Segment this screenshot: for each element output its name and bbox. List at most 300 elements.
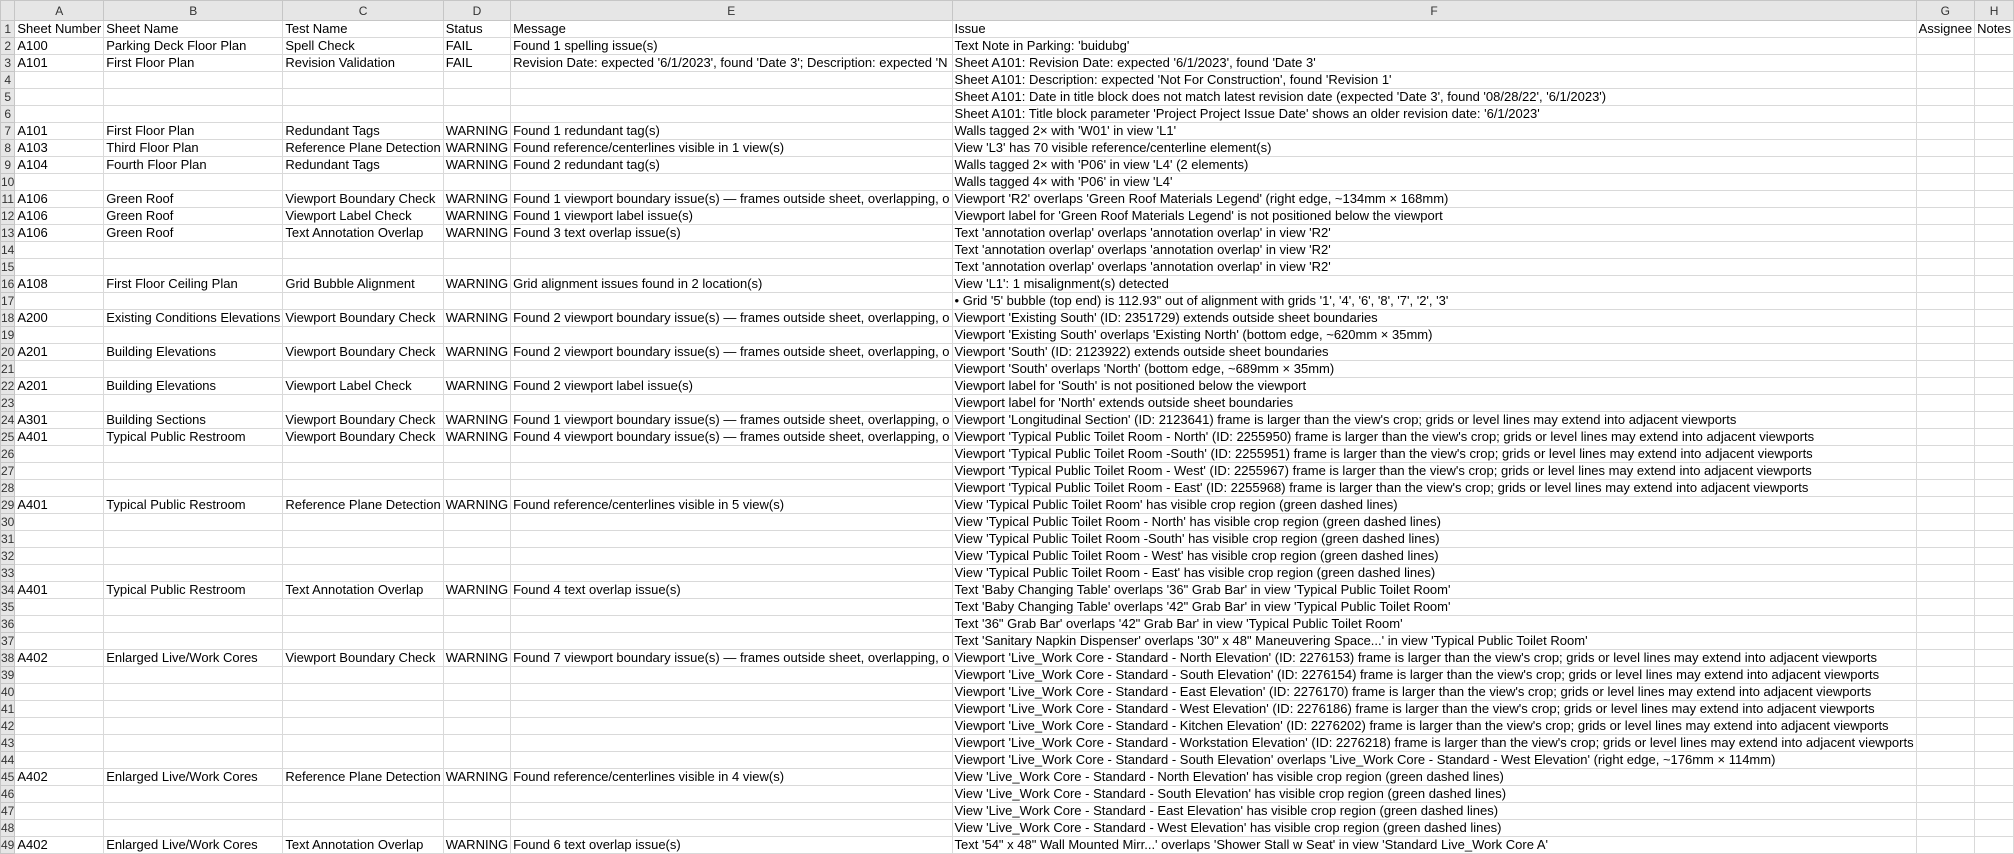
row-number[interactable]: 30 [1,515,15,529]
table-cell[interactable]: A402 [15,769,104,786]
table-cell[interactable] [511,803,952,820]
table-cell[interactable] [1975,327,2014,344]
table-cell[interactable] [15,395,104,412]
table-cell[interactable]: WARNING [443,191,510,208]
table-cell[interactable]: Existing Conditions Elevations [104,310,283,327]
table-cell[interactable] [15,446,104,463]
table-cell[interactable] [104,446,283,463]
table-cell[interactable] [283,327,443,344]
row-number[interactable]: 35 [1,600,15,614]
table-cell[interactable] [443,72,510,89]
table-cell[interactable] [1975,684,2014,701]
table-cell[interactable] [1975,412,2014,429]
row-number[interactable]: 14 [1,243,15,257]
table-cell[interactable]: Found 2 viewport boundary issue(s) — frames outside sheet, overlapping, o [511,310,952,327]
row-number[interactable]: 40 [1,685,15,699]
table-cell[interactable]: Found 2 viewport label issue(s) [511,378,952,395]
table-cell[interactable] [1975,225,2014,242]
table-cell[interactable] [511,633,952,650]
table-cell[interactable]: View 'Typical Public Toilet Room - North' has visible crop region (green dashed lines) [952,514,1916,531]
row-number[interactable]: 34 [1,583,15,597]
table-cell[interactable] [1916,191,1974,208]
table-cell[interactable]: A401 [15,582,104,599]
table-cell[interactable] [511,531,952,548]
table-cell[interactable]: View 'Typical Public Toilet Room -South' has visible crop region (green dashed lines) [952,531,1916,548]
row-number[interactable]: 18 [1,311,15,325]
row-number[interactable]: 19 [1,328,15,342]
table-cell[interactable]: Viewport Boundary Check [283,429,443,446]
table-cell[interactable] [443,480,510,497]
row-number[interactable]: 10 [1,175,15,189]
table-cell[interactable] [511,89,952,106]
table-cell[interactable] [1916,208,1974,225]
table-cell[interactable] [15,72,104,89]
row-number[interactable]: 11 [1,192,14,206]
table-cell[interactable]: Found 1 redundant tag(s) [511,123,952,140]
table-cell[interactable]: Viewport 'Live_Work Core - Standard - Workstation Elevation' (ID: 2276218) frame is larger than the view's crop; grids or level lines may extend into adjacent viewports [952,735,1916,752]
table-cell[interactable] [283,463,443,480]
table-cell[interactable] [15,786,104,803]
table-cell[interactable] [511,259,952,276]
table-cell[interactable]: WARNING [443,344,510,361]
table-cell[interactable]: WARNING [443,310,510,327]
row-number[interactable]: 17 [1,294,15,308]
table-cell[interactable] [15,616,104,633]
table-cell[interactable]: WARNING [443,429,510,446]
table-cell[interactable] [1916,55,1974,72]
table-cell[interactable]: Walls tagged 2× with 'W01' in view 'L1' [952,123,1916,140]
table-cell[interactable]: A401 [15,429,104,446]
table-cell[interactable]: A106 [15,225,104,242]
table-cell[interactable] [15,718,104,735]
table-cell[interactable]: A401 [15,497,104,514]
header-cell[interactable]: Sheet Number [15,21,104,38]
row-number[interactable]: 44 [1,753,15,767]
table-cell[interactable] [443,361,510,378]
table-cell[interactable] [1975,616,2014,633]
table-cell[interactable]: Found 1 viewport label issue(s) [511,208,952,225]
table-cell[interactable]: Enlarged Live/Work Cores [104,837,283,854]
table-cell[interactable] [1975,633,2014,650]
table-cell[interactable] [511,701,952,718]
table-cell[interactable] [1975,837,2014,854]
row-number[interactable]: 32 [1,549,15,563]
row-number[interactable]: 26 [1,447,15,461]
table-cell[interactable] [1975,310,2014,327]
row-number[interactable]: 1 [1,21,15,38]
table-cell[interactable] [104,599,283,616]
table-cell[interactable] [283,752,443,769]
table-cell[interactable] [1975,208,2014,225]
table-cell[interactable] [104,786,283,803]
table-cell[interactable]: Green Roof [104,191,283,208]
table-cell[interactable] [104,293,283,310]
table-cell[interactable] [1975,514,2014,531]
table-cell[interactable] [15,565,104,582]
table-cell[interactable] [1916,174,1974,191]
table-cell[interactable] [1916,446,1974,463]
table-cell[interactable] [1975,89,2014,106]
table-cell[interactable] [15,820,104,837]
header-cell[interactable]: Message [511,21,952,38]
table-cell[interactable] [104,327,283,344]
table-cell[interactable] [443,667,510,684]
table-cell[interactable] [1916,412,1974,429]
table-cell[interactable]: Found reference/centerlines visible in 4 view(s) [511,769,952,786]
table-cell[interactable]: A106 [15,208,104,225]
table-cell[interactable] [1975,531,2014,548]
table-cell[interactable] [15,752,104,769]
row-number[interactable]: 41 [1,702,15,716]
table-cell[interactable]: Viewport 'Typical Public Toilet Room - East' (ID: 2255968) frame is larger than the view's crop; grids or level lines may extend into adjacent viewports [952,480,1916,497]
table-cell[interactable]: Viewport label for 'Green Roof Materials Legend' is not positioned below the viewport [952,208,1916,225]
row-number[interactable]: 13 [1,226,15,240]
table-cell[interactable]: First Floor Plan [104,123,283,140]
table-cell[interactable] [1975,565,2014,582]
table-cell[interactable] [1975,463,2014,480]
table-cell[interactable] [104,395,283,412]
table-cell[interactable] [511,514,952,531]
table-cell[interactable] [104,174,283,191]
table-cell[interactable]: View 'L3' has 70 visible reference/centerline element(s) [952,140,1916,157]
table-cell[interactable] [104,463,283,480]
table-cell[interactable] [104,480,283,497]
table-cell[interactable] [1916,548,1974,565]
table-cell[interactable]: View 'Typical Public Toilet Room - West' has visible crop region (green dashed lines) [952,548,1916,565]
table-cell[interactable] [1975,446,2014,463]
table-cell[interactable]: FAIL [443,55,510,72]
table-cell[interactable]: WARNING [443,276,510,293]
row-number[interactable]: 46 [1,787,15,801]
table-cell[interactable] [104,259,283,276]
table-cell[interactable] [1916,361,1974,378]
table-cell[interactable]: WARNING [443,650,510,667]
table-cell[interactable] [443,327,510,344]
select-all-corner[interactable] [1,1,15,21]
table-cell[interactable] [511,174,952,191]
table-cell[interactable]: Sheet A101: Date in title block does not match latest revision date (expected 'Date 3', found '08/28/22', '6/1/2023') [952,89,1916,106]
table-cell[interactable]: Text 'annotation overlap' overlaps 'annotation overlap' in view 'R2' [952,259,1916,276]
table-cell[interactable] [283,531,443,548]
table-cell[interactable]: WARNING [443,157,510,174]
row-number[interactable]: 2 [1,38,15,55]
table-cell[interactable]: Reference Plane Detection [283,497,443,514]
table-cell[interactable]: A402 [15,837,104,854]
table-cell[interactable] [1916,820,1974,837]
table-cell[interactable]: Viewport 'Existing South' overlaps 'Existing North' (bottom edge, ~620mm × 35mm) [952,327,1916,344]
table-cell[interactable] [1916,514,1974,531]
column-header-d[interactable]: D [443,1,510,21]
table-cell[interactable]: View 'Live_Work Core - Standard - East Elevation' has visible crop region (green dashed lines) [952,803,1916,820]
table-cell[interactable] [104,548,283,565]
table-cell[interactable] [283,718,443,735]
table-cell[interactable] [443,463,510,480]
table-cell[interactable] [1916,72,1974,89]
table-cell[interactable]: Found 1 spelling issue(s) [511,38,952,55]
table-cell[interactable] [104,565,283,582]
table-cell[interactable] [15,803,104,820]
table-cell[interactable]: Viewport 'Live_Work Core - Standard - East Elevation' (ID: 2276170) frame is larger than the view's crop; grids or level lines may extend into adjacent viewports [952,684,1916,701]
table-cell[interactable]: Text 'Sanitary Napkin Dispenser' overlaps '30" x 48" Maneuvering Space...' in view 'Typical Public Toilet Room' [952,633,1916,650]
table-cell[interactable] [15,735,104,752]
table-cell[interactable]: Found reference/centerlines visible in 1 view(s) [511,140,952,157]
table-cell[interactable] [1975,480,2014,497]
table-cell[interactable] [511,820,952,837]
table-cell[interactable] [1916,752,1974,769]
table-cell[interactable]: Reference Plane Detection [283,140,443,157]
table-cell[interactable] [511,446,952,463]
header-cell[interactable]: Assignee [1916,21,1974,38]
table-cell[interactable]: Reference Plane Detection [283,769,443,786]
table-cell[interactable]: Text 'annotation overlap' overlaps 'annotation overlap' in view 'R2' [952,225,1916,242]
table-cell[interactable] [1916,463,1974,480]
table-cell[interactable] [1916,769,1974,786]
row-number[interactable]: 28 [1,481,15,495]
table-cell[interactable] [1916,310,1974,327]
row-number[interactable]: 16 [1,277,15,291]
column-header-c[interactable]: C [283,1,443,21]
row-number[interactable]: 12 [1,209,15,223]
table-cell[interactable]: Redundant Tags [283,123,443,140]
table-cell[interactable] [1916,327,1974,344]
table-cell[interactable] [443,514,510,531]
row-number[interactable]: 6 [1,106,15,123]
table-cell[interactable] [1975,106,2014,123]
table-cell[interactable] [511,684,952,701]
table-cell[interactable]: Typical Public Restroom [104,582,283,599]
table-cell[interactable] [1916,140,1974,157]
table-cell[interactable] [443,259,510,276]
table-cell[interactable]: A101 [15,55,104,72]
table-cell[interactable]: Revision Date: expected '6/1/2023', found 'Date 3'; Description: expected 'N [511,55,952,72]
table-cell[interactable] [283,395,443,412]
table-cell[interactable]: Typical Public Restroom [104,429,283,446]
table-cell[interactable] [443,616,510,633]
table-cell[interactable]: View 'Live_Work Core - Standard - West Elevation' has visible crop region (green dashed lines) [952,820,1916,837]
table-cell[interactable]: Viewport label for 'North' extends outside sheet boundaries [952,395,1916,412]
table-cell[interactable] [15,480,104,497]
table-cell[interactable]: WARNING [443,225,510,242]
table-cell[interactable]: Viewport 'Existing South' (ID: 2351729) extends outside sheet boundaries [952,310,1916,327]
table-cell[interactable] [511,752,952,769]
table-cell[interactable] [443,174,510,191]
table-cell[interactable]: Viewport Boundary Check [283,344,443,361]
table-cell[interactable] [1916,633,1974,650]
table-cell[interactable] [104,701,283,718]
table-cell[interactable] [1916,225,1974,242]
table-cell[interactable] [283,599,443,616]
table-cell[interactable] [1916,565,1974,582]
table-cell[interactable]: Text Note in Parking: 'buidubg' [952,38,1916,55]
table-cell[interactable] [511,599,952,616]
table-cell[interactable]: View 'L1': 1 misalignment(s) detected [952,276,1916,293]
table-cell[interactable]: Redundant Tags [283,157,443,174]
table-cell[interactable] [15,463,104,480]
table-cell[interactable] [1916,89,1974,106]
row-number[interactable]: 42 [1,719,15,733]
table-cell[interactable]: Found 1 viewport boundary issue(s) — frames outside sheet, overlapping, o [511,191,952,208]
table-cell[interactable] [283,106,443,123]
table-cell[interactable] [1975,650,2014,667]
row-number[interactable]: 3 [1,55,15,72]
table-cell[interactable] [1975,259,2014,276]
row-number[interactable]: 5 [1,89,15,106]
table-cell[interactable] [104,735,283,752]
table-cell[interactable]: Building Elevations [104,378,283,395]
table-cell[interactable]: Viewport 'Typical Public Toilet Room - North' (ID: 2255950) frame is larger than the view's crop; grids or level lines may extend into adjacent viewports [952,429,1916,446]
table-cell[interactable] [1975,344,2014,361]
table-cell[interactable] [15,293,104,310]
table-cell[interactable] [1916,701,1974,718]
table-cell[interactable] [104,89,283,106]
row-number[interactable]: 15 [1,260,15,274]
table-cell[interactable]: Text '36" Grab Bar' overlaps '42" Grab Bar' in view 'Typical Public Toilet Room' [952,616,1916,633]
table-cell[interactable] [1916,157,1974,174]
table-cell[interactable] [1916,242,1974,259]
row-number[interactable]: 7 [1,123,15,140]
table-cell[interactable] [1916,344,1974,361]
table-cell[interactable]: A402 [15,650,104,667]
table-cell[interactable]: WARNING [443,412,510,429]
table-cell[interactable] [1975,191,2014,208]
table-cell[interactable] [1975,769,2014,786]
table-cell[interactable] [1975,735,2014,752]
table-cell[interactable] [443,803,510,820]
table-cell[interactable]: Viewport 'South' (ID: 2123922) extends outside sheet boundaries [952,344,1916,361]
table-cell[interactable] [443,820,510,837]
table-cell[interactable] [511,548,952,565]
row-number[interactable]: 21 [1,362,15,376]
table-cell[interactable]: First Floor Plan [104,55,283,72]
table-cell[interactable] [1975,55,2014,72]
column-header-b[interactable]: B [104,1,283,21]
table-cell[interactable] [1975,361,2014,378]
column-header-g[interactable]: G [1916,1,1974,21]
table-cell[interactable] [1975,599,2014,616]
table-cell[interactable]: Building Elevations [104,344,283,361]
table-cell[interactable] [443,89,510,106]
row-number[interactable]: 8 [1,140,15,157]
row-number[interactable]: 49 [1,838,15,852]
table-cell[interactable] [1916,735,1974,752]
table-cell[interactable]: WARNING [443,837,510,854]
table-cell[interactable] [1916,803,1974,820]
table-cell[interactable] [15,327,104,344]
table-cell[interactable] [1916,276,1974,293]
table-cell[interactable]: WARNING [443,378,510,395]
table-cell[interactable]: Sheet A101: Description: expected 'Not For Construction', found 'Revision 1' [952,72,1916,89]
table-cell[interactable]: Viewport 'Typical Public Toilet Room -South' (ID: 2255951) frame is larger than the view's crop; grids or level lines may extend into adjacent viewports [952,446,1916,463]
row-number[interactable]: 4 [1,72,15,89]
table-cell[interactable]: Viewport Label Check [283,378,443,395]
row-number[interactable]: 38 [1,651,15,665]
table-cell[interactable] [511,242,952,259]
table-cell[interactable]: Spell Check [283,38,443,55]
table-cell[interactable] [104,106,283,123]
table-cell[interactable] [443,106,510,123]
table-cell[interactable]: Viewport 'Live_Work Core - Standard - South Elevation' (ID: 2276154) frame is larger than the view's crop; grids or level lines may extend into adjacent viewports [952,667,1916,684]
table-cell[interactable]: Enlarged Live/Work Cores [104,769,283,786]
table-cell[interactable] [1975,174,2014,191]
row-number[interactable]: 31 [1,532,15,546]
table-cell[interactable] [104,616,283,633]
table-cell[interactable] [443,242,510,259]
table-cell[interactable] [1916,378,1974,395]
column-header-a[interactable]: A [15,1,104,21]
table-cell[interactable]: A100 [15,38,104,55]
table-cell[interactable] [104,361,283,378]
table-cell[interactable] [283,259,443,276]
table-cell[interactable] [1975,140,2014,157]
table-cell[interactable] [15,174,104,191]
table-cell[interactable] [104,531,283,548]
table-cell[interactable] [15,242,104,259]
table-cell[interactable]: View 'Typical Public Toilet Room - East' has visible crop region (green dashed lines) [952,565,1916,582]
table-cell[interactable] [511,72,952,89]
table-cell[interactable] [1916,293,1974,310]
table-cell[interactable]: Viewport Boundary Check [283,191,443,208]
table-cell[interactable]: Walls tagged 4× with 'P06' in view 'L4' [952,174,1916,191]
table-cell[interactable] [104,633,283,650]
table-cell[interactable]: Viewport 'Live_Work Core - Standard - North Elevation' (ID: 2276153) frame is larger than the view's crop; grids or level lines may extend into adjacent viewports [952,650,1916,667]
table-cell[interactable] [1975,718,2014,735]
table-cell[interactable] [104,242,283,259]
table-cell[interactable] [443,735,510,752]
table-cell[interactable]: Fourth Floor Plan [104,157,283,174]
table-cell[interactable] [1916,667,1974,684]
row-number[interactable]: 45 [1,770,15,784]
table-cell[interactable] [1975,429,2014,446]
table-cell[interactable]: Viewport Label Check [283,208,443,225]
table-cell[interactable] [104,72,283,89]
table-cell[interactable]: Viewport label for 'South' is not positioned below the viewport [952,378,1916,395]
row-number[interactable]: 43 [1,736,15,750]
table-cell[interactable]: A108 [15,276,104,293]
table-cell[interactable]: View 'Live_Work Core - Standard - South Elevation' has visible crop region (green dashed lines) [952,786,1916,803]
table-cell[interactable] [15,667,104,684]
table-cell[interactable] [1916,259,1974,276]
table-cell[interactable] [443,786,510,803]
table-cell[interactable] [1975,752,2014,769]
table-cell[interactable] [1916,38,1974,55]
column-header-e[interactable]: E [511,1,952,21]
table-cell[interactable] [1916,599,1974,616]
table-cell[interactable]: Found 1 viewport boundary issue(s) — frames outside sheet, overlapping, o [511,412,952,429]
table-cell[interactable] [283,548,443,565]
table-cell[interactable] [283,480,443,497]
table-cell[interactable]: View 'Live_Work Core - Standard - North Elevation' has visible crop region (green dashed lines) [952,769,1916,786]
table-cell[interactable] [283,242,443,259]
table-cell[interactable] [1975,293,2014,310]
table-cell[interactable]: First Floor Ceiling Plan [104,276,283,293]
table-cell[interactable] [511,735,952,752]
table-cell[interactable]: Viewport 'Live_Work Core - Standard - West Elevation' (ID: 2276186) frame is larger than the view's crop; grids or level lines may extend into adjacent viewports [952,701,1916,718]
table-cell[interactable]: Found 4 text overlap issue(s) [511,582,952,599]
row-number[interactable]: 33 [1,566,15,580]
table-cell[interactable] [104,803,283,820]
table-cell[interactable] [443,565,510,582]
table-cell[interactable] [283,735,443,752]
table-cell[interactable] [443,531,510,548]
table-cell[interactable] [283,514,443,531]
row-number[interactable]: 25 [1,430,15,444]
row-number[interactable]: 37 [1,634,15,648]
table-cell[interactable]: WARNING [443,769,510,786]
table-cell[interactable]: Found 6 text overlap issue(s) [511,837,952,854]
table-cell[interactable] [283,174,443,191]
table-cell[interactable]: View 'Typical Public Toilet Room' has visible crop region (green dashed lines) [952,497,1916,514]
table-cell[interactable] [283,293,443,310]
